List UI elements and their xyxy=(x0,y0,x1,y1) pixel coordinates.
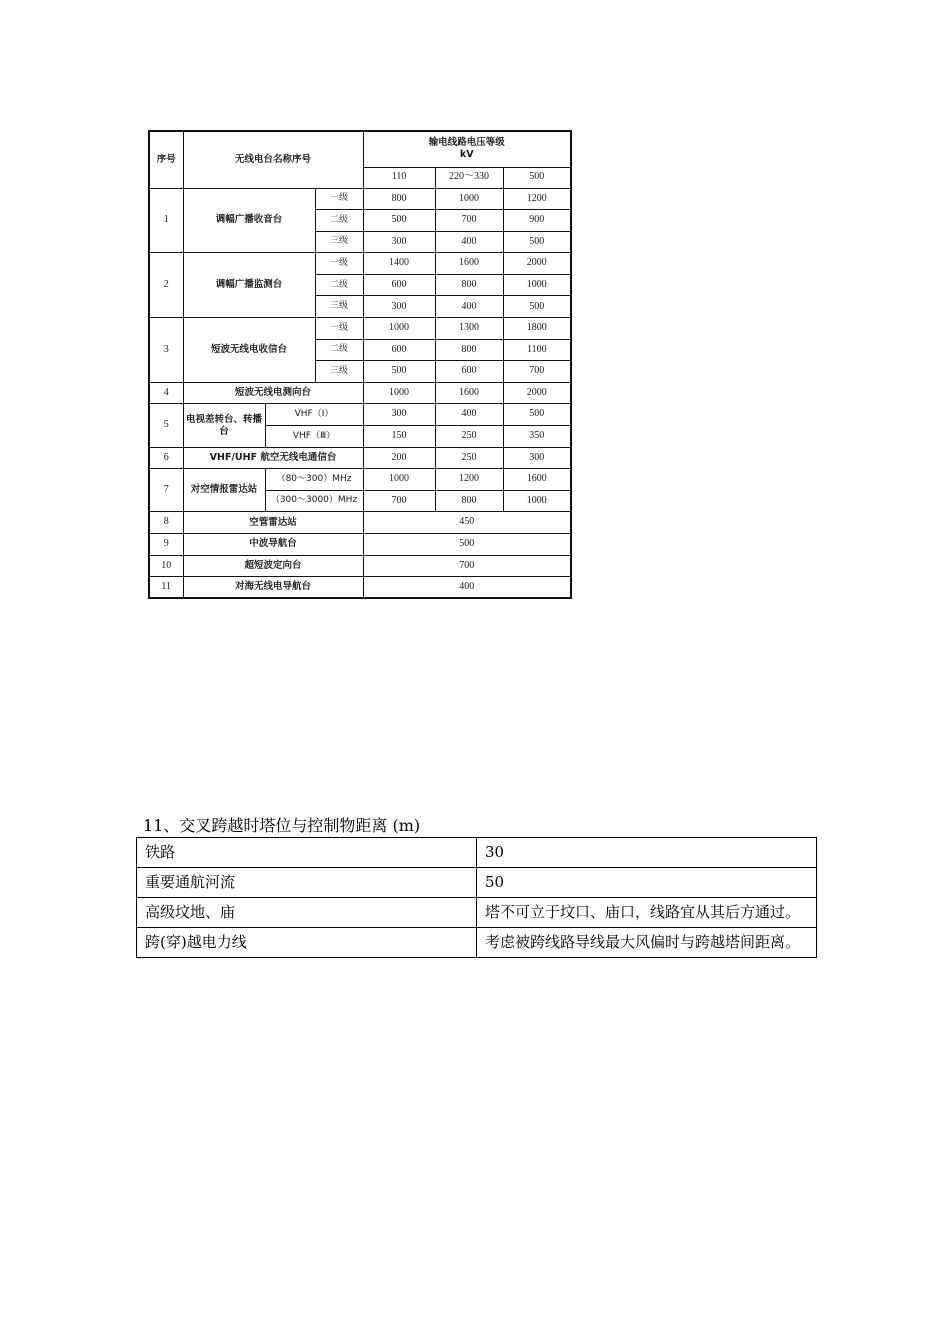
value-cell: 1000 xyxy=(363,382,435,404)
value-cell: 塔不可立于坟口、庙口，线路宜从其后方通过。 xyxy=(477,898,817,928)
value-cell: 700 xyxy=(503,361,571,383)
level-cell: 一级 xyxy=(315,318,363,340)
value-cell: 1600 xyxy=(435,253,503,275)
value-cell: 800 xyxy=(435,490,503,512)
value-cell: 900 xyxy=(503,210,571,232)
level-cell: 二级 xyxy=(315,210,363,232)
row10-name: 超短波定向台 xyxy=(183,555,363,577)
value-cell: 500 xyxy=(503,404,571,426)
value-cell: 450 xyxy=(363,512,571,534)
value-cell: 1200 xyxy=(435,469,503,491)
level-cell: 一级 xyxy=(315,253,363,275)
value-cell: 400 xyxy=(435,296,503,318)
header-voltage-title: 输电线路电压等级 xyxy=(428,137,505,149)
value-cell: 1400 xyxy=(363,253,435,275)
value-cell: 1600 xyxy=(435,382,503,404)
item-cell: 高级坟地、庙 xyxy=(137,898,477,928)
row6-name: VHF/UHF 航空无线电通信台 xyxy=(183,447,363,469)
row4-name: 短波无线电测向台 xyxy=(183,382,363,404)
value-cell: 2000 xyxy=(503,382,571,404)
value-cell: 400 xyxy=(435,404,503,426)
value-cell: 500 xyxy=(503,231,571,253)
value-cell: 600 xyxy=(363,339,435,361)
value-cell: 1800 xyxy=(503,318,571,340)
row7-seq: 7 xyxy=(149,469,183,512)
header-name: 无线电台名称序号 xyxy=(183,131,363,188)
value-cell: 700 xyxy=(363,555,571,577)
band-cell: VHF（Ⅰ） xyxy=(265,404,363,426)
value-cell: 1000 xyxy=(363,469,435,491)
value-cell: 考虑被跨线路导线最大风偏时与跨越塔间距离。 xyxy=(477,928,817,958)
value-cell: 1000 xyxy=(503,490,571,512)
item-cell: 重要通航河流 xyxy=(137,868,477,898)
level-cell: 二级 xyxy=(315,339,363,361)
section-11-title: 11、交叉跨越时塔位与控制物距离 (m) xyxy=(143,816,421,835)
item-cell: 铁路 xyxy=(137,838,477,868)
value-cell: 200 xyxy=(363,447,435,469)
band-cell: （300～3000）MHz xyxy=(265,490,363,512)
row5-seq: 5 xyxy=(149,404,183,447)
radio-interference-table xyxy=(148,130,572,599)
value-cell: 500 xyxy=(363,361,435,383)
level-cell: 二级 xyxy=(315,274,363,296)
row8-name: 空管雷达站 xyxy=(183,512,363,534)
value-cell: 1100 xyxy=(503,339,571,361)
value-cell: 400 xyxy=(435,231,503,253)
value-cell: 500 xyxy=(363,210,435,232)
row6-seq: 6 xyxy=(149,447,183,469)
row9-seq: 9 xyxy=(149,534,183,556)
value-cell: 400 xyxy=(363,577,571,599)
value-cell: 350 xyxy=(503,426,571,448)
value-cell: 300 xyxy=(363,404,435,426)
row11-seq: 11 xyxy=(149,577,183,599)
header-voltage-unit: kV xyxy=(459,149,474,161)
value-cell: 700 xyxy=(363,490,435,512)
value-cell: 1300 xyxy=(435,318,503,340)
value-cell: 1000 xyxy=(363,318,435,340)
table-row xyxy=(137,838,817,868)
band-cell: VHF（Ⅲ） xyxy=(265,426,363,448)
row7-name: 对空情报雷达站 xyxy=(183,469,265,512)
value-cell: 2000 xyxy=(503,253,571,275)
value-cell: 1000 xyxy=(503,274,571,296)
band-cell: （80～300）MHz xyxy=(265,469,363,491)
row11-name: 对海无线电导航台 xyxy=(183,577,363,599)
row9-name: 中波导航台 xyxy=(183,534,363,556)
table-row xyxy=(137,898,817,928)
value-cell: 600 xyxy=(435,361,503,383)
value-cell: 300 xyxy=(363,231,435,253)
value-cell: 250 xyxy=(435,447,503,469)
header-seq: 序号 xyxy=(149,131,183,188)
value-cell: 150 xyxy=(363,426,435,448)
value-cell: 600 xyxy=(363,274,435,296)
row3-name: 短波无线电收信台 xyxy=(183,318,315,383)
row2-name: 调幅广播监测台 xyxy=(183,253,315,318)
header-v1: 110 xyxy=(363,167,435,188)
row3-seq: 3 xyxy=(149,318,183,383)
row8-seq: 8 xyxy=(149,512,183,534)
value-cell: 50 xyxy=(477,868,817,898)
level-cell: 三级 xyxy=(315,361,363,383)
level-cell: 三级 xyxy=(315,231,363,253)
row1-name: 调幅广播收音台 xyxy=(183,188,315,253)
header-v2: 220～330 xyxy=(435,167,503,188)
row5-name: 电视差转台、转播台 xyxy=(183,404,265,447)
item-cell: 跨(穿)越电力线 xyxy=(137,928,477,958)
header-voltage xyxy=(363,131,571,167)
value-cell: 300 xyxy=(363,296,435,318)
value-cell: 800 xyxy=(363,188,435,210)
table-row xyxy=(137,928,817,958)
crossing-distance-table xyxy=(136,837,817,958)
value-cell: 500 xyxy=(363,534,571,556)
level-cell: 一级 xyxy=(315,188,363,210)
value-cell: 1600 xyxy=(503,469,571,491)
value-cell: 800 xyxy=(435,339,503,361)
row1-seq: 1 xyxy=(149,188,183,253)
value-cell: 300 xyxy=(503,447,571,469)
value-cell: 30 xyxy=(477,838,817,868)
row2-seq: 2 xyxy=(149,253,183,318)
value-cell: 500 xyxy=(503,296,571,318)
value-cell: 700 xyxy=(435,210,503,232)
value-cell: 1200 xyxy=(503,188,571,210)
value-cell: 800 xyxy=(435,274,503,296)
table-row xyxy=(137,868,817,898)
header-v3: 500 xyxy=(503,167,571,188)
row4-seq: 4 xyxy=(149,382,183,404)
row10-seq: 10 xyxy=(149,555,183,577)
value-cell: 250 xyxy=(435,426,503,448)
level-cell: 三级 xyxy=(315,296,363,318)
value-cell: 1000 xyxy=(435,188,503,210)
